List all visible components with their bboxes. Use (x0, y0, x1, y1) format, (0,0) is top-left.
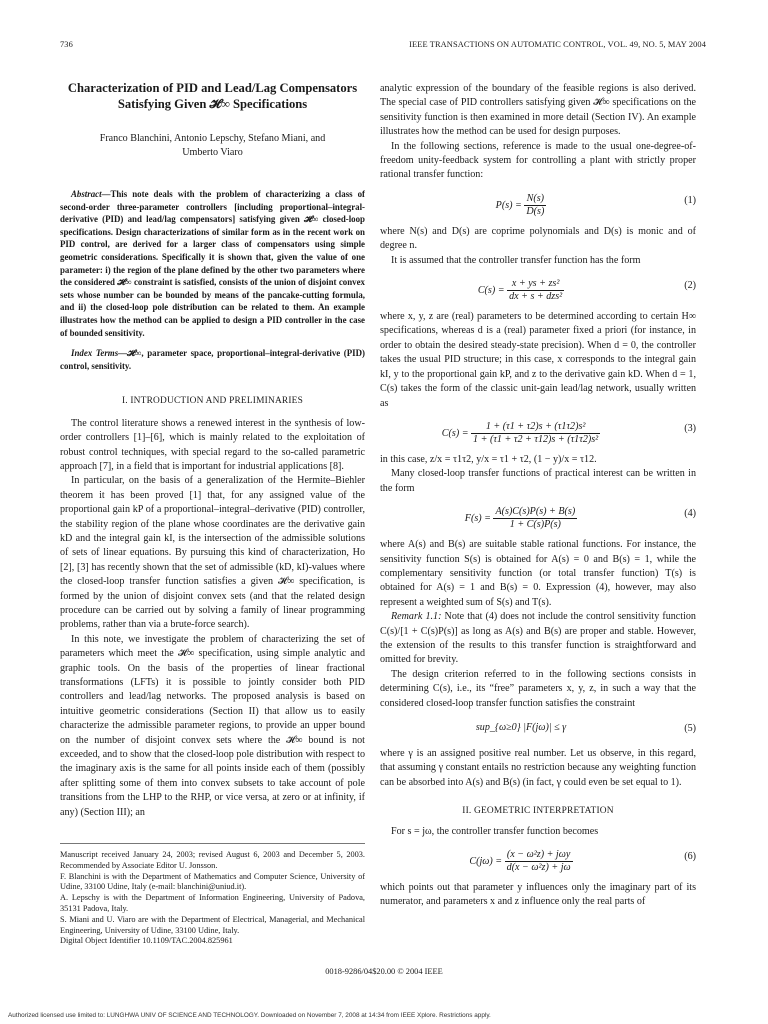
eq1-numerator: N(s) (524, 193, 546, 206)
right-paragraph-8: where A(s) and B(s) are suitable stable rational functions. For instance, the sensitivity function S(s) is obtained for A(s) = 0 and B(s) = 1, while the complementary sensitivity function (or total transfer function) T(s) is obtained for A(s) = 1 and B(s) = 0. Expression (4), however, may also represent a weighted sum of S(s) and T(s). (380, 539, 696, 608)
eq1-number: (1) (684, 194, 696, 206)
eq6-numerator: (x − ω²z) + jωy (505, 849, 573, 862)
intro-paragraph-2: In particular, on the basis of a generalization of the Hermite–Biehler theorem it has been proved [1] that, for any assigned value of the proportional gain kP of a proportional–integral–derivative (PID) controller, the stability region of the plane whose coordinates are the derivative gain kD and the integral gain kI, is the intersection of the admissible solutions of sets of linear equations. By pursuing this kind of characterization, Ho [2], [3] has recently shown that the set of admissible (kD, kI)-values where the closed-loop transfer function satisfies a given 𝓗∞ specification, is formed by the union of disjoint convex sets (and that the related design procedure can be carried out by solving a family of linear programming problems, rather than via a brute-force search). (60, 475, 365, 631)
footnote-miani-viaro: S. Miani and U. Viaro are with the Department of Electrical, Managerial, and Mechanical Engineering, University of Udine, 33100 Udine, Italy. (60, 914, 365, 935)
left-column (60, 78, 365, 820)
eq6-denominator: d(x − ω²z) + jω (506, 862, 571, 874)
eq3-denominator: 1 + (τ1 + τ2 + τ12)s + (τ1τ2)s² (473, 433, 599, 445)
footnote-rule (60, 843, 365, 844)
eq2-number: (2) (684, 280, 696, 292)
eq2-lhs: C(s) = (477, 284, 505, 296)
authors-line-1: Franco Blanchini, Antonio Lepschy, Stefano Miani, and (99, 133, 326, 144)
remark-text: Note that (4) does not include the control sensitivity function C(s)/[1 + C(s)P(s)] as long as A(s) and B(s) are proper and stable. However, the extension of the results to this transfer function is straightforward and omitted for brevity. (380, 611, 696, 666)
footnote-blanchini: F. Blanchini is with the Department of Mathematics and Computer Science, University of Udine, 33100 Udine, Italy (e-mail: blanchini@uniud.it). (60, 871, 365, 892)
right-paragraph-4: It is assumed that the controller transfer function has the form (391, 254, 641, 266)
right-paragraph-7: Many closed-loop transfer functions of practical interest can be written in the form (380, 468, 696, 494)
equation-1 (380, 189, 696, 219)
authors-line-2: Umberto Viaro (182, 147, 243, 158)
index-terms-text: 𝓗∞, parameter space, proportional–integral-derivative (PID) control, sensitivity. (60, 348, 365, 371)
right-paragraph-1: analytic expression of the boundary of the feasible regions is also derived. The special case of PID controllers satisfying given 𝓗∞ specifications on the sensitivity function is then examined in more detail (Section IV). An example illustrates how the method can be used for design purposes. (380, 83, 696, 138)
eq3-numerator: 1 + (τ1 + τ2)s + (τ1τ2)s² (471, 421, 600, 434)
eq4-numerator: A(s)C(s)P(s) + B(s) (495, 506, 576, 518)
eq4-lhs: F(s) = (464, 512, 491, 524)
equation-4 (380, 502, 696, 532)
eq3-number: (3) (684, 422, 696, 434)
eq4-denominator: 1 + C(s)P(s) (509, 519, 561, 531)
footnote-doi: Digital Object Identifier 10.1109/TAC.2004.825961 (60, 936, 233, 946)
equation-3 (380, 417, 696, 447)
right-paragraph-5: where x, y, z are (real) parameters to be determined according to certain H∞ specifications, whereas d is a (real) parameter fixed a priori (for instance, in order to obtain the desired steady-state precision). When d = 0, the controller takes the usual PID structure; in this case, x corresponds to the integral gain kI, y to the proportional gain kP, and z to the derivative gain kD. When d = 1, C(s) takes the form of the classic unit-gain lead/lag network, usually written as (380, 311, 696, 409)
eq2-numerator: x + ys + zs² (507, 278, 564, 291)
running-header: IEEE TRANSACTIONS ON AUTOMATIC CONTROL, VOL. 49, NO. 5, MAY 2004 (409, 40, 706, 49)
right-paragraph-12: which points out that parameter y influences only the imaginary part of its numerator, and parameters x and z influence only the real parts of (380, 882, 696, 908)
eq5-number: (5) (684, 723, 696, 734)
title-line-2: Satisfying Given 𝓗∞ Specifications (117, 97, 308, 111)
license-notice: Authorized licensed use limited to: LUNGHWA UNIV OF SCIENCE AND TECHNOLOGY. Downloaded on November 7, 2008 at 14:34 from IEEE Xplore. Restrictions apply. (8, 1012, 491, 1019)
paper-title (60, 80, 365, 112)
index-terms (60, 347, 365, 372)
equation-6 (380, 845, 696, 875)
equation-2 (380, 274, 696, 304)
footnote-lepschy: A. Lepschy is with the Department of Information Engineering, University of Padova, 35131 Padova, Italy. (60, 893, 365, 913)
eq2-denominator: dx + s + dzs² (509, 291, 563, 303)
section-heading-2: II. GEOMETRIC INTERPRETATION (462, 806, 614, 817)
right-paragraph-9: The design criterion referred to in the following sections consists in determining C(s), i.e., its “free” parameters x, y, z, in such a way that the considered closed-loop transfer function satisfies the constraint (380, 668, 696, 709)
eq1-denominator: D(s) (526, 205, 545, 217)
eq4-number: (4) (684, 508, 696, 520)
right-paragraph-11: For s = jω, the controller transfer function becomes (391, 825, 599, 837)
right-paragraph-10: where γ is an assigned positive real number. Let us observe, in this regard, that assuming γ constant entails no restriction because any weighting function can be absorbed into A(s) and B(s) (in fact, γ could even be set equal to 1). (380, 748, 696, 788)
index-terms-label: Index Terms— (71, 348, 128, 359)
page-number: 736 (60, 40, 73, 49)
right-paragraph-3: where N(s) and D(s) are coprime polynomials and D(s) is monic and of degree n. (380, 225, 696, 252)
author-list (60, 132, 365, 160)
abstract-label: Abstract— (71, 189, 111, 199)
footnote (60, 850, 365, 947)
remark-label: Remark 1.1: (391, 611, 442, 623)
eq6-lhs: C(jω) = (469, 855, 503, 867)
abstract-text: This note deals with the problem of characterizing a class of second-order three-parameter controllers [including proportional–integral-derivative (PID) and lead/lag compensators] satisfying given 𝓗∞ closed-loop specifications. Design characterizations of similar form as in the recent work on PID control, are derived for a larger class of compensators using simple geometric considerations. Specifically it is shown that, given the value of one parameter: i) the region of the plane defined by the other two parameters where the considered 𝓗∞ constraint is satisfied, consists of the union of disjoint convex sets whose number can be bounded by means of the pancake-cutting formula, and ii) the closed-loop pole distribution can be related to them. An example illustrates how the method can be applied to design a PID controller in the case of bounded sensitivity. (60, 189, 365, 338)
eq5-body: sup_{ω≥0} |F(jω)| ≤ γ (475, 722, 567, 733)
right-paragraph-2: In the following sections, reference is made to the usual one-degree-of-freedom unity-feedback system for controlling a plant with strictly proper rational transfer function: (380, 140, 696, 181)
abstract (60, 188, 365, 339)
remark-1-1 (380, 610, 696, 668)
intro-paragraph-3: In this note, we investigate the problem of characterizing the set of parameters which meet the 𝓗∞ specification, using simple analytic and graphic tools. On the basis of the properties of linear fractional transformations (LFTs) it is possible to jointly consider both PID controllers and lead/lag networks. The proposed analysis is based on intuitive geometric considerations (Section II) that allow us to easily characterize the admissible parameter regions, to provide an upper bound on the number of disjoint convex sets where the 𝓗∞ bound is not exceeded, and to show that the closed-loop pole distribution with respect to the imaginary axis is the same for all points inside each of them (possibly after splitting some of them into convex subsets to take account of pole transitions from the LHP to the RHP, or vice versa, at zero or at infinity, if any) (Section III); an (60, 633, 365, 818)
copyright-line: 0018-9286/04$20.00 © 2004 IEEE (325, 967, 443, 976)
eq6-number: (6) (684, 851, 696, 863)
right-column (380, 82, 696, 910)
title-line-1: Characterization of PID and Lead/Lag Compensators (67, 81, 358, 95)
equation-5 (380, 717, 696, 741)
eq3-lhs: C(s) = (441, 427, 469, 439)
right-paragraph-6: in this case, z/x = τ1τ2, y/x = τ1 + τ2, (1 − y)/x = τ12. (380, 453, 597, 465)
footnote-manuscript: Manuscript received January 24, 2003; revised August 6, 2003 and December 5, 2003. Recommended by Associate Editor U. Jonsson. (60, 850, 365, 870)
intro-paragraph-1: The control literature shows a renewed interest in the synthesis of low-order controllers [1]–[6], which is mainly related to the exploitation of robust control techniques, with special regard to the so-called parametric approach [7], in a field that is important for industrial applications [8]. (60, 417, 365, 472)
section-heading-1: I. INTRODUCTION AND PRELIMINARIES (121, 396, 304, 407)
eq1-lhs: P(s) = (495, 199, 522, 211)
